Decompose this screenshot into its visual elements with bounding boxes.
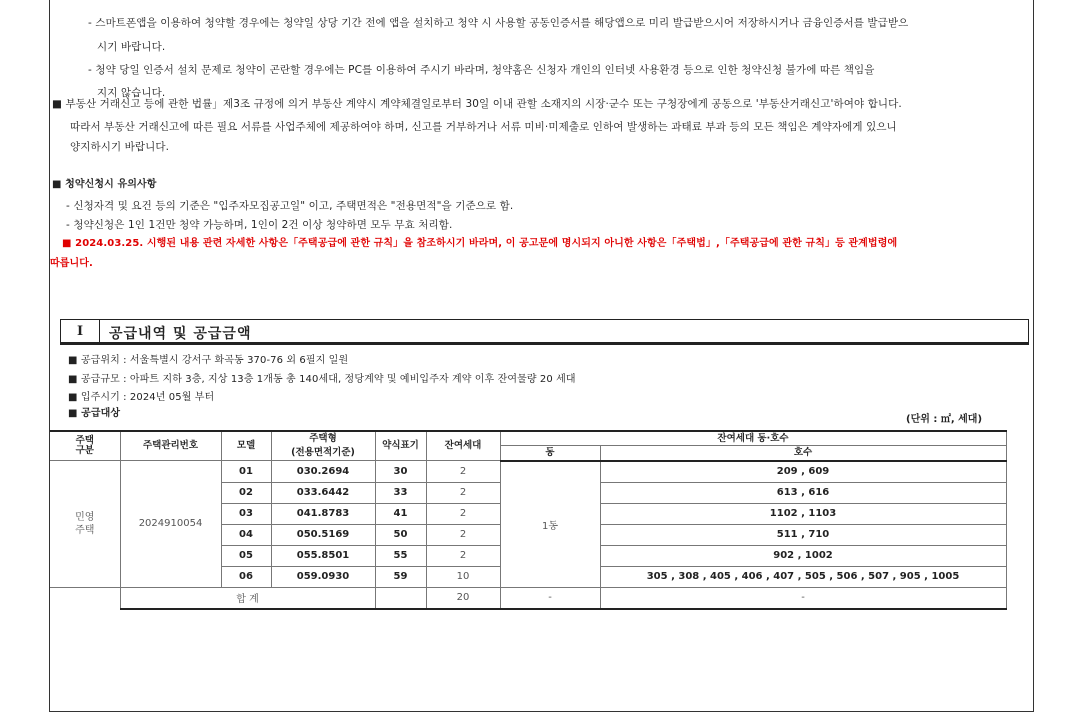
cell-short: 50 [375,524,426,545]
notice-line-1b: 시기 바랍니다. [97,41,166,53]
table-total-row [50,587,1006,609]
cell-ho: 902 , 1002 [600,545,1006,566]
cell-remaining: 2 [426,545,500,566]
notice-line-2: - 청약 당일 인증서 설치 문제로 청약이 곤란할 경우에는 PC를 이용하여 주시기 바라며, 청약홈은 신청자 개인의 인터넷 사용환경 등으로 인한 청약신청 불가에 따른 책임을 [88,64,875,76]
unit-label: (단위 : ㎡, 세대) [906,414,983,425]
caution-red-line-1: ■ 2024.03.25. 시행된 내용 관련 자세한 사항은「주택공급에 관한 규칙」을 참조하시기 바라며, 이 공고문에 명시되지 아니한 사항은「주택법」,「주택공급에 관한 규칙」등 관계법령에 [62,238,898,249]
notice-line-3: ■ 부동산 거래신고 등에 관한 법률」제3조 규정에 의거 부동산 계약시 계약체결일로부터 30일 이내 관할 소재지의 시장·군수 또는 구청장에게 공동으로 '부동산거래신고'하여야 합니다. [52,98,902,110]
supply-table [50,430,1007,610]
cell-model: 05 [221,545,271,566]
cell-mgmt-no: 2024910054 [120,461,221,588]
cell-type: 055.8501 [271,545,375,566]
cell-ho: 305 , 308 , 405 , 406 , 407 , 505 , 506 , 507 , 905 , 1005 [600,566,1006,587]
cell-type: 030.2694 [271,461,375,483]
cell-remaining: 2 [426,482,500,503]
section-number: I [61,320,100,343]
cell-type: 059.0930 [271,566,375,587]
section-header [60,319,1029,345]
cell-total-remaining: 20 [426,587,500,609]
cell-short: 55 [375,545,426,566]
section-title: 공급내역 및 공급금액 [109,326,252,342]
cell-model: 03 [221,503,271,524]
header-units-group: 잔여세대 동·호수 [500,431,1006,446]
cell-remaining: 2 [426,503,500,524]
caution-heading: ■ 청약신청시 유의사항 [52,179,157,190]
cell-remaining: 2 [426,524,500,545]
cell-ho: 1102 , 1103 [600,503,1006,524]
info-target: ■ 공급대상 [68,408,121,419]
cell-model: 04 [221,524,271,545]
notice-line-3b: 따라서 부동산 거래신고에 따른 필요 서류를 사업주체에 제공하여야 하며, 신고를 거부하거나 서류 미비·미제출로 인하여 발생하는 과태료 부과 등의 모든 책임은 계약자에게 있으니 [70,121,897,133]
info-scale: ■ 공급규모 : 아파트 지하 3층, 지상 13층 1개동 총 140세대, 정당계약 및 예비입주자 계약 이후 잔여물량 20 세대 [68,374,576,385]
notice-line-1: - 스마트폰앱을 이용하여 청약할 경우에는 청약일 상당 기간 전에 앱을 설치하고 청약 시 사용할 공동인증서를 해당앱으로 미리 발급받으시어 저장하시거나 금융인증서를 발급받으 [88,17,909,29]
cell-ho: 511 , 710 [600,524,1006,545]
cell-short: 41 [375,503,426,524]
cell-total-ho: - [600,587,1006,609]
cell-housing-type: 민영 주택 [50,461,120,588]
notice-line-2b: 지지 않습니다. [97,87,166,99]
cell-ho: 209 , 609 [600,461,1006,483]
cell-ho: 613 , 616 [600,482,1006,503]
header-short: 약식표기 [375,431,426,461]
header-ho: 호수 [600,446,1006,461]
header-dong: 동 [500,446,600,461]
header-housing-type: 주택 구분 [50,431,120,461]
info-location: ■ 공급위치 : 서울특별시 강서구 화곡동 370-76 외 6필지 일원 [68,355,349,366]
cell-total-dong: - [500,587,600,609]
header-model: 모델 [221,431,271,461]
header-mgmt-no: 주택관리번호 [120,431,221,461]
cell-model: 02 [221,482,271,503]
cell-type: 041.8783 [271,503,375,524]
cell-dong: 1동 [500,461,600,588]
cell-model: 06 [221,566,271,587]
cell-short: 33 [375,482,426,503]
cell-type: 050.5169 [271,524,375,545]
cell-remaining: 10 [426,566,500,587]
cell-short: 30 [375,461,426,483]
header-remaining: 잔여세대 [426,431,500,461]
cell-remaining: 2 [426,461,500,483]
info-movein: ■ 입주시기 : 2024년 05월 부터 [68,392,215,403]
cell-model: 01 [221,461,271,483]
table-row [50,461,1006,483]
cell-total-blank [375,587,426,609]
header-type: 주택형 (전용면적기준) [271,431,375,461]
caution-item-1: - 신청자격 및 요건 등의 기준은 "입주자모집공고일" 이고, 주택면적은 "전용면적"을 기준으로 함. [66,200,514,212]
caution-item-2: - 청약신청은 1인 1건만 청약 가능하며, 1인이 2건 이상 청약하면 모두 무효 처리함. [66,219,453,231]
cell-type: 033.6442 [271,482,375,503]
caution-red-line-2: 따릅니다. [50,258,93,269]
cell-short: 59 [375,566,426,587]
cell-total-blank [50,587,120,609]
cell-total-label: 합 계 [120,587,375,609]
notice-line-3c: 양지하시기 바랍니다. [70,141,170,153]
